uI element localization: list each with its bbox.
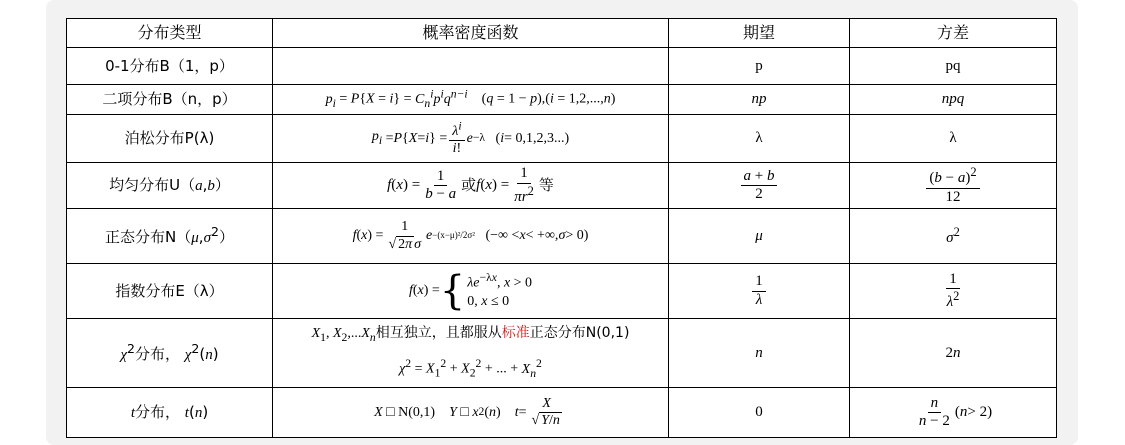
table-row	[67, 163, 1057, 209]
variance-cell: $\frac{n}{n - 2}$ ( n > 2)	[850, 388, 1057, 438]
header-variance: 方差	[850, 19, 1057, 48]
pdf-cell	[273, 85, 669, 115]
expect-cell: λ	[669, 115, 850, 163]
header-row	[67, 19, 1057, 48]
variance-cell: $\sigma^2$	[850, 209, 1057, 264]
variance-cell: 2n	[850, 319, 1057, 388]
table-row	[67, 319, 1057, 388]
expect-cell: $\frac{1}{\lambda}$	[669, 264, 850, 319]
expect-cell: μ	[669, 209, 850, 264]
pdf-cell	[273, 209, 669, 264]
variance-cell: npq	[850, 85, 1057, 115]
variance-cell: $\frac{1}{\lambda^2}$	[850, 264, 1057, 319]
distribution-table	[66, 18, 1057, 438]
pdf-cell	[273, 115, 669, 163]
pdf-formula: $\chi^2 = X_1^2 + X_2^2$ + ... + $X_n^2$	[399, 357, 542, 380]
type-cell: t分布， t(n)	[67, 388, 273, 438]
table-row	[67, 209, 1057, 264]
pdf-formula: $p_i = P\{X = i\} = C_n^ip^iq^{n-i}$ (q = 1 − p),(i = 1,2,...,n)	[325, 87, 616, 110]
pdf-formula: $p_i$ = P { X = i } = $\frac{\lambda^i}{i!}$ e −λ ( i = 0,1,2,3...)	[371, 119, 570, 157]
table-row	[67, 115, 1057, 163]
variance-cell: λ	[850, 115, 1057, 163]
table-row	[67, 48, 1057, 85]
pdf-cell	[273, 388, 669, 438]
header-pdf: 概率密度函数	[273, 19, 669, 48]
expect-cell: 0	[669, 388, 850, 438]
expect-cell: $\frac{a + b}{2}$	[669, 163, 850, 209]
header-expectation: 期望	[669, 19, 850, 48]
table-row	[67, 85, 1057, 115]
type-cell: 指数分布E（λ）	[67, 264, 273, 319]
type-cell: 二项分布B（n，p）	[67, 85, 273, 115]
header-type: 分布类型	[67, 19, 273, 48]
pdf-condition: $X_1$, $X_2,...X_n$相互独立，且都服从标准正态分布N(0,1)	[311, 324, 630, 344]
table-row	[67, 388, 1057, 438]
expect-cell: p	[669, 48, 850, 85]
type-cell: 均匀分布U（a,b）	[67, 163, 273, 209]
type-cell: 0-1分布B（1，p）	[67, 48, 273, 85]
variance-cell: pq	[850, 48, 1057, 85]
pdf-cell	[273, 163, 669, 209]
variance-cell: $\frac{(b - a)^2}{12}$	[850, 163, 1057, 209]
pdf-formula: X □ N(0,1) Y □ x 2 ( n ) t = $\frac{X}{√ Y/n}$	[374, 395, 560, 428]
pdf-cell	[273, 264, 669, 319]
pdf-cell	[273, 319, 669, 388]
type-cell: 泊松分布P(λ)	[67, 115, 273, 163]
table-row	[67, 264, 1057, 319]
type-cell: 正态分布$N(\mu,\sigma^2)$	[67, 209, 273, 264]
pdf-formula: f ( x ) = { $\lambda e^{-\lambda x}$, x > 0 0, x ≤ 0	[408, 268, 533, 314]
expect-cell: n	[669, 319, 850, 388]
pdf-formula: f ( x ) = $\frac{1}{b - a}$ 或 f ( x ) = $\frac{1}{\pi r^2}$ 等	[387, 165, 554, 205]
pdf-cell	[273, 48, 669, 85]
pdf-formula: f ( x ) = $\frac{1}{\text{√ 2π σ}}$ e −(x−μ)²/2σ² (−∞ < x < +∞, σ > 0)	[352, 219, 589, 252]
type-cell: $\chi^2$分布， $\chi^2(n)$	[67, 319, 273, 388]
expect-cell: np	[669, 85, 850, 115]
